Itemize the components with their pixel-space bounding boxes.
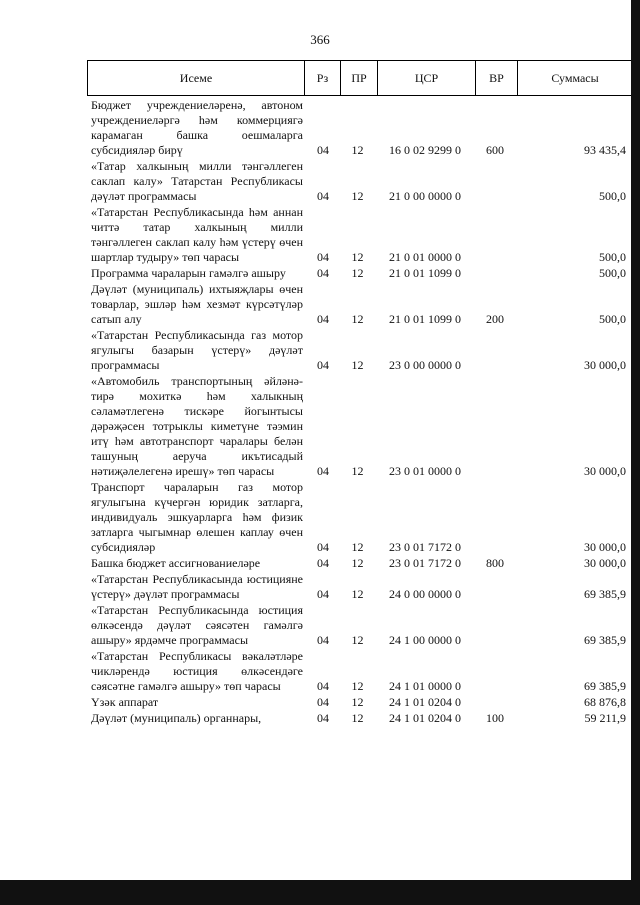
row-pr: 12: [351, 540, 364, 554]
row-pr: 12: [351, 587, 364, 601]
row-vr: 200: [486, 312, 504, 326]
row-csr: 23 0 00 0000 0: [389, 358, 461, 372]
row-pr: 12: [351, 695, 364, 709]
row-rz: 04: [317, 143, 329, 157]
row-sum: 69 385,9: [584, 633, 626, 647]
row-sum: 69 385,9: [584, 679, 626, 693]
row-pr: 12: [351, 711, 364, 725]
row-sum: 500,0: [599, 266, 626, 280]
row-name: «Татарстан Республикасында юстиция өлкәсендә дәүләт сәясәтен гамәлгә ашыру» ярдәмче программасы: [91, 603, 303, 647]
table-row: [91, 649, 626, 694]
row-csr: 23 0 01 7172 0: [389, 540, 461, 554]
table-row: [91, 480, 626, 555]
row-sum: 30 000,0: [584, 540, 626, 554]
table-row: [91, 159, 626, 204]
row-vr: 600: [486, 143, 504, 157]
row-vr: 800: [486, 556, 504, 570]
page-number: 366: [310, 32, 330, 47]
row-sum: 500,0: [599, 312, 626, 326]
scan-edge-bottom: [0, 880, 640, 905]
header-pr: ПР: [341, 61, 378, 95]
row-name: Дәүләт (муниципаль) органнары,: [91, 711, 262, 725]
row-sum: 30 000,0: [584, 358, 626, 372]
row-csr: 23 0 01 0000 0: [389, 464, 461, 478]
row-name: «Татарстан Республикасында юстицияне үстерү» дәүләт программасы: [91, 572, 303, 601]
row-sum: 93 435,4: [584, 143, 626, 157]
header-sum: Суммасы: [551, 70, 599, 85]
row-rz: 04: [317, 540, 329, 554]
row-rz: 04: [317, 695, 329, 709]
row-rz: 04: [317, 633, 329, 647]
row-sum: 30 000,0: [584, 464, 626, 478]
row-rz: 04: [317, 587, 329, 601]
header-vr: ВР: [476, 61, 518, 95]
table-row: [91, 266, 626, 281]
row-name: Үзәк аппарат: [91, 695, 159, 709]
table-row: [91, 603, 626, 648]
table-body: [91, 98, 626, 727]
row-name: Дәүләт (муниципаль) ихтыяҗлары өчен товарлар, эшләр һәм хезмәт күрсәтүләр сатып алу: [91, 282, 303, 326]
header-csr: ЦСР: [378, 61, 476, 95]
table-header: [87, 60, 633, 96]
row-pr: 12: [351, 633, 364, 647]
header-rz: Рз: [305, 61, 341, 95]
row-csr: 21 0 01 0000 0: [389, 250, 461, 264]
table-row: [91, 556, 626, 571]
row-csr: 24 1 01 0204 0: [389, 695, 461, 709]
scan-edge-right: [631, 0, 640, 905]
row-pr: 12: [351, 189, 364, 203]
row-csr: 24 1 01 0000 0: [389, 679, 461, 693]
table-row: [91, 328, 626, 373]
row-rz: 04: [317, 189, 329, 203]
table-row: [91, 711, 626, 726]
row-sum: 68 876,8: [584, 695, 626, 709]
row-name: «Автомобиль транспортының әйләнә-тирә мохиткә һәм халыкның сәламәтлегенә тискәре йогынтысы дәрәҗәсен тотрыклы киметүне тәэмин итү һәм автотранспорт чаралары белән ташуның аеруча икътисадый нәтиҗәлелегенә ирешү» төп чарасы: [91, 374, 303, 478]
row-pr: 12: [351, 679, 364, 693]
row-sum: 30 000,0: [584, 556, 626, 570]
row-pr: 12: [351, 250, 364, 264]
row-pr: 12: [351, 464, 364, 478]
row-name: Бюджет учреждениеләренә, автоном учреждениеләргә һәм коммерциягә карамаган башка оешмаларга субсидияләр бирү: [91, 98, 303, 157]
row-rz: 04: [317, 250, 329, 264]
row-rz: 04: [317, 464, 329, 478]
row-rz: 04: [317, 266, 329, 280]
row-pr: 12: [351, 358, 364, 372]
row-sum: 69 385,9: [584, 587, 626, 601]
row-csr: 23 0 01 7172 0: [389, 556, 461, 570]
row-pr: 12: [351, 266, 364, 280]
row-sum: 500,0: [599, 189, 626, 203]
row-csr: 21 0 00 0000 0: [389, 189, 461, 203]
table-row: [91, 374, 626, 479]
row-csr: 24 1 00 0000 0: [389, 633, 461, 647]
row-rz: 04: [317, 679, 329, 693]
row-rz: 04: [317, 711, 329, 725]
row-pr: 12: [351, 556, 364, 570]
row-csr: 21 0 01 1099 0: [389, 266, 461, 280]
row-pr: 12: [351, 312, 364, 326]
row-name: Программа чараларын гамәлгә ашыру: [91, 266, 286, 280]
row-sum: 500,0: [599, 250, 626, 264]
row-rz: 04: [317, 358, 329, 372]
table-row: [91, 205, 626, 265]
row-name: Башка бюджет ассигнованиеләре: [91, 556, 261, 570]
table-row: [91, 572, 626, 602]
row-rz: 04: [317, 312, 329, 326]
row-name: «Татар халкының милли тәнгәллеген саклап калу» Татарстан Республикасы дәүләт программасы: [91, 159, 303, 203]
row-sum: 59 211,9: [584, 711, 626, 725]
row-csr: 21 0 01 1099 0: [389, 312, 461, 326]
row-csr: 24 0 00 0000 0: [389, 587, 461, 601]
row-csr: 24 1 01 0204 0: [389, 711, 461, 725]
table-row: [91, 282, 626, 327]
row-name: «Татарстан Республикасында һәм аннан читтә татар халкының милли тәнгәллеген саклап калу һәм үстерү өчен шартлар тудыру» төп чарасы: [91, 205, 303, 264]
row-name: Транспорт чараларын газ мотор ягулыгына күчергән юридик затларга, индивидуаль эшкуарларга һәм физик затларга чыгымнар өлешен каплау өчен субсидияләр: [91, 480, 303, 554]
row-name: «Татарстан Республикасы вәкаләтләре чикләрендә юстиция өлкәсендәге сәясәтне гамәлгә ашыру» төп чарасы: [91, 649, 303, 693]
row-csr: 16 0 02 9299 0: [389, 143, 461, 157]
row-rz: 04: [317, 556, 329, 570]
row-name: «Татарстан Республикасында газ мотор ягулыгы базарын үстерү» дәүләт программасы: [91, 328, 303, 372]
row-pr: 12: [351, 143, 364, 157]
header-name: Исеме: [88, 61, 305, 95]
table-row: [91, 695, 626, 710]
row-vr: 100: [486, 711, 504, 725]
table-row: [91, 98, 626, 158]
